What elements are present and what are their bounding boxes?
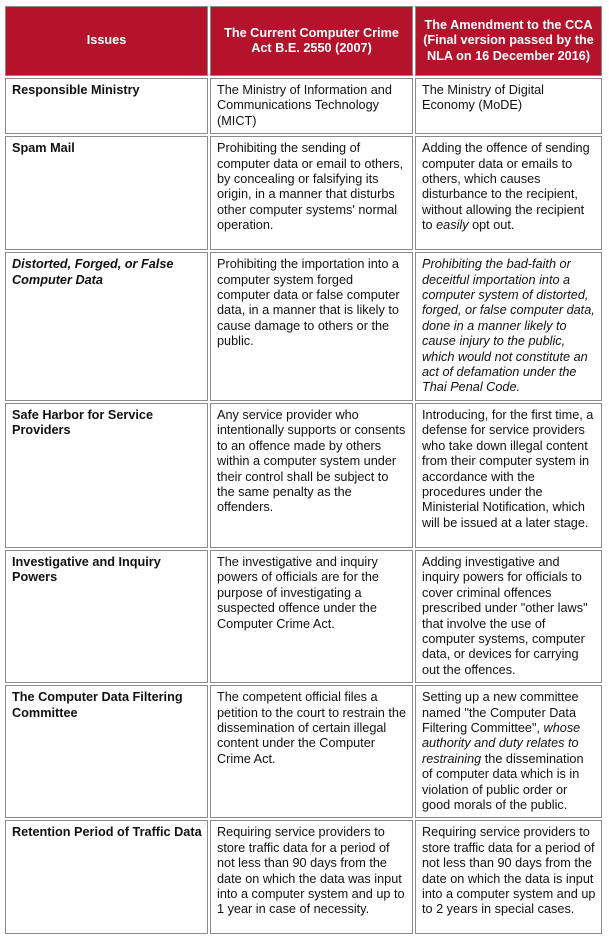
issue-cell: Spam Mail — [5, 136, 208, 250]
table-row — [5, 550, 602, 683]
amendment-cell: The Ministry of Digital Economy (MoDE) — [415, 78, 602, 134]
header-row — [5, 6, 602, 76]
amendment-emphasis: easily — [436, 218, 469, 233]
amendment-cell: Prohibiting the bad-faith or deceitful importation into a computer system of distorted, forged, or false computer data, done in a manner likely to cause injury to the public, which would not constitute an act of defamation under the Thai Penal Code. — [415, 252, 602, 401]
header-amendment: The Amendment to the CCA (Final version passed by the NLA on 16 December 2016) — [415, 6, 602, 76]
amendment-cell: Introducing, for the first time, a defense for service providers who take down illegal content from their computer system in accordance with the procedures under the Ministerial Notification, which will be issued at a later stage. — [415, 403, 602, 548]
amendment-cell: Adding investigative and inquiry powers for officials to cover criminal offences prescribed under "other laws" that involve the use of computer systems, computer data, or devices for carrying out the offences. — [415, 550, 602, 683]
amendment-cell: Requiring service providers to store traffic data for a period of not less than 90 days from the date on which the data is input into a computer system and up to 2 years in special cases. — [415, 820, 602, 934]
current-act-cell: The Ministry of Information and Communications Technology (MICT) — [210, 78, 413, 134]
table-row — [5, 685, 602, 818]
header-issues: Issues — [5, 6, 208, 76]
table-row — [5, 136, 602, 250]
issue-cell: Responsible Ministry — [5, 78, 208, 134]
current-act-cell: The competent official files a petition to the court to restrain the dissemination of certain illegal content under the Computer Crime Act. — [210, 685, 413, 818]
issue-cell: Distorted, Forged, or False Computer Data — [5, 252, 208, 401]
table-row — [5, 78, 602, 134]
issue-cell: Retention Period of Traffic Data — [5, 820, 208, 934]
current-act-cell: Prohibiting the importation into a computer system forged computer data or false computer data, in a manner that is likely to cause damage to others or the public. — [210, 252, 413, 401]
current-act-cell: Any service provider who intentionally supports or consents to an offence made by others within a computer system under their control shall be subject to the same penalty as the offenders. — [210, 403, 413, 548]
table-row — [5, 820, 602, 934]
issue-cell: Investigative and Inquiry Powers — [5, 550, 208, 683]
amendment-emphasis: whose authority and duty relates to restraining — [422, 720, 581, 766]
comparison-table — [3, 4, 604, 936]
issue-cell: Safe Harbor for Service Providers — [5, 403, 208, 548]
amendment-text: the dissemination of computer data which is in violation of public order or good morals of the public. — [422, 751, 584, 812]
amendment-text: Setting up a new committee named "the Computer Data Filtering Committee", — [422, 690, 579, 735]
table-row — [5, 252, 602, 401]
current-act-cell: Prohibiting the sending of computer data or email to others, by concealing or falsifying its origin, in a manner that disturbs other computer systems' normal operation. — [210, 136, 413, 250]
amendment-text: opt out. — [468, 218, 515, 233]
header-current-act: The Current Computer Crime Act B.E. 2550 (2007) — [210, 6, 413, 76]
current-act-cell: Requiring service providers to store traffic data for a period of not less than 90 days from the date on which the data was input into a computer system and up to 1 year in case of necessity. — [210, 820, 413, 934]
current-act-cell: The investigative and inquiry powers of officials are for the purpose of investigating a suspected offence under the Computer Crime Act. — [210, 550, 413, 683]
issue-cell: The Computer Data Filtering Committee — [5, 685, 208, 818]
amendment-text: Adding the offence of sending computer data or emails to others, which causes disturbance to the recipient, without allowing the recipient to — [422, 141, 590, 233]
table-row — [5, 403, 602, 548]
amendment-cell — [415, 136, 602, 250]
amendment-cell — [415, 685, 602, 818]
